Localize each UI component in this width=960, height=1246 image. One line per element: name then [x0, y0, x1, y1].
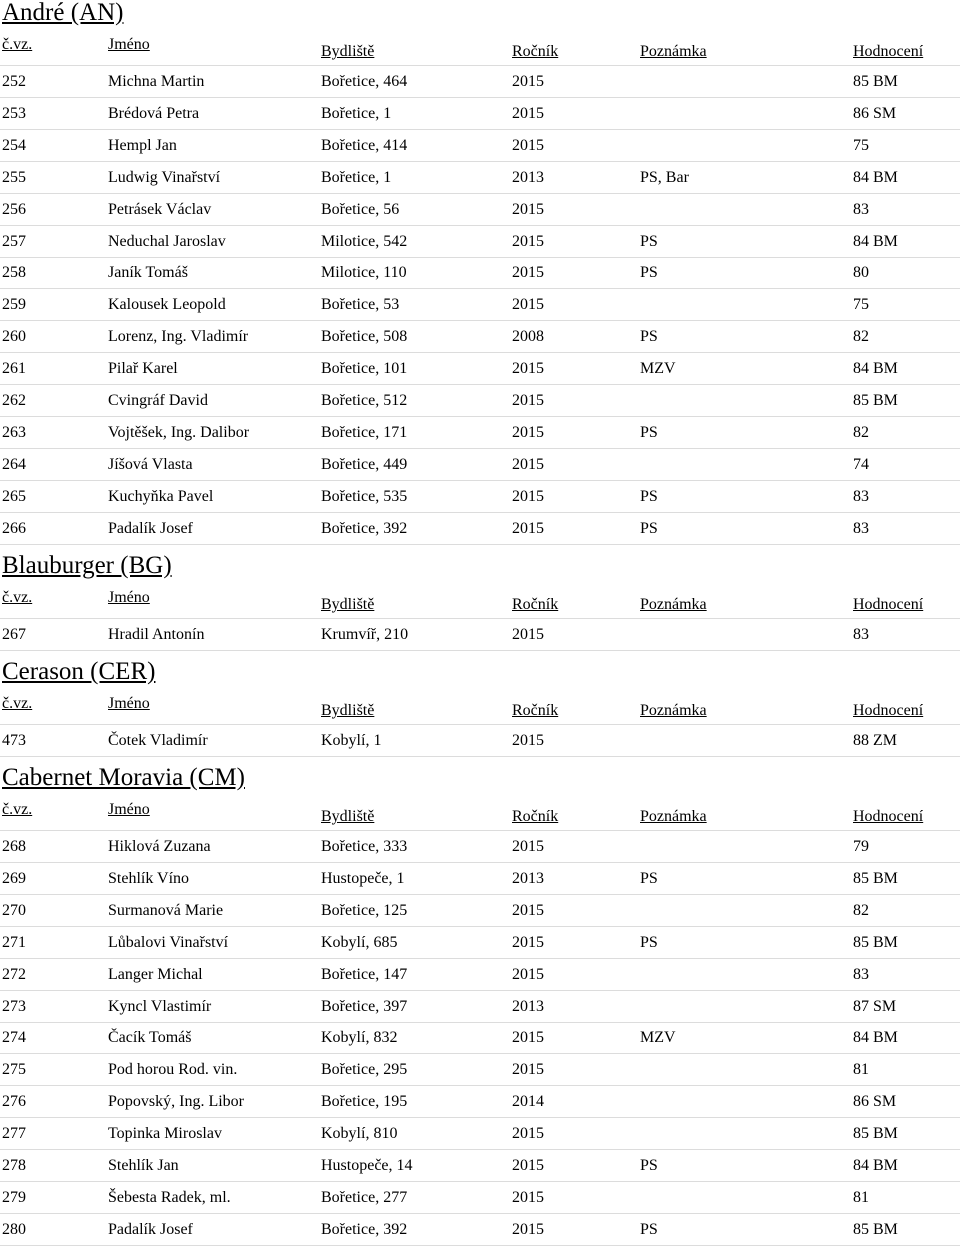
col-residence-cell: Bořetice, 101 [321, 360, 408, 378]
col-residence-cell: Kobylí, 1 [321, 732, 382, 749]
col-number-cell: 253 [2, 104, 26, 122]
col-number-cell: 255 [2, 168, 26, 186]
col-rating-cell: 85 BM [853, 1125, 898, 1143]
col-vintage-header: Ročník [512, 43, 559, 60]
col-note-cell: PS [640, 1220, 658, 1238]
col-name-header: Jméno [108, 695, 150, 712]
col-number-header: č.vz. [2, 36, 33, 53]
col-rating-cell: 85 BM [853, 1220, 898, 1238]
col-number-cell: 266 [2, 519, 26, 537]
col-rating-cell: 87 SM [853, 997, 897, 1015]
table-row [0, 725, 960, 757]
table-row [0, 959, 960, 991]
col-vintage-header: Ročník [512, 808, 559, 825]
table-row [0, 417, 960, 449]
col-vintage-cell: 2015 [512, 264, 544, 282]
col-note-cell: PS [640, 519, 658, 537]
table-row [0, 895, 960, 927]
col-residence-cell: Bořetice, 414 [321, 136, 408, 154]
col-name-cell: Kyncl Vlastimír [108, 997, 212, 1015]
col-vintage-cell: 2015 [512, 1125, 544, 1143]
col-rating-cell: 75 [853, 136, 869, 154]
table-header-row [0, 693, 960, 725]
col-name-cell: Vojtěšek, Ing. Dalibor [108, 423, 250, 441]
table-header-row [0, 34, 960, 66]
col-rating-cell: 86 SM [853, 1093, 897, 1111]
col-name-cell: Popovský, Ing. Libor [108, 1093, 244, 1111]
col-residence-cell: Kobylí, 832 [321, 1029, 398, 1047]
col-vintage-cell: 2015 [512, 901, 544, 919]
col-residence-cell: Bořetice, 53 [321, 296, 400, 314]
col-vintage-cell: 2015 [512, 519, 544, 537]
table-row [0, 162, 960, 194]
col-residence-cell: Bořetice, 333 [321, 838, 408, 855]
col-residence-cell: Bořetice, 125 [321, 901, 408, 919]
section-title: André (AN) [2, 0, 124, 26]
col-name-cell: Stehlík Jan [108, 1157, 179, 1174]
section-title: Cerason (CER) [2, 658, 156, 685]
col-name-cell: Ludwig Vinařství [108, 168, 221, 186]
col-residence-header: Bydliště [321, 702, 375, 719]
col-name-header: Jméno [108, 589, 150, 606]
col-name-cell: Padalík Josef [108, 519, 193, 537]
col-rating-cell: 83 [853, 519, 869, 537]
col-number-cell: 265 [2, 487, 26, 505]
col-number-cell: 256 [2, 200, 26, 218]
col-number-cell: 280 [2, 1220, 26, 1238]
col-number-cell: 277 [2, 1125, 26, 1143]
col-residence-cell: Bořetice, 449 [321, 455, 408, 473]
col-vintage-cell: 2008 [512, 328, 544, 346]
table-row [0, 619, 960, 651]
col-name-cell: Michna Martin [108, 73, 205, 90]
col-residence-cell: Bořetice, 1 [321, 104, 392, 122]
col-vintage-cell: 2015 [512, 104, 544, 122]
table-row [0, 257, 960, 289]
col-vintage-cell: 2014 [512, 1093, 544, 1111]
col-number-cell: 268 [2, 838, 26, 855]
col-note-header: Poznámka [640, 808, 707, 825]
col-name-cell: Pilař Karel [108, 360, 178, 378]
col-number-cell: 275 [2, 1061, 26, 1079]
col-name-cell: Čotek Vladimír [108, 732, 208, 749]
col-number-cell: 257 [2, 232, 26, 250]
col-vintage-cell: 2015 [512, 1029, 544, 1047]
col-note-cell: PS [640, 328, 658, 346]
table-row [0, 513, 960, 545]
col-number-cell: 258 [2, 264, 26, 282]
col-rating-cell: 85 BM [853, 392, 898, 409]
col-vintage-cell: 2015 [512, 626, 544, 643]
col-number-cell: 260 [2, 328, 26, 346]
col-vintage-cell: 2015 [512, 732, 544, 749]
col-number-cell: 274 [2, 1029, 26, 1047]
col-number-header: č.vz. [2, 589, 33, 606]
col-rating-cell: 81 [853, 1188, 869, 1206]
table-row [0, 831, 960, 863]
table-row [0, 1086, 960, 1118]
col-residence-cell: Bořetice, 56 [321, 200, 400, 218]
col-name-cell: Surmanová Marie [108, 901, 224, 919]
col-vintage-cell: 2015 [512, 1188, 544, 1206]
table-row [0, 385, 960, 417]
col-rating-cell: 85 BM [853, 73, 898, 90]
col-rating-cell: 83 [853, 965, 869, 983]
col-name-cell: Kalousek Leopold [108, 296, 226, 314]
col-note-cell: PS [640, 264, 658, 282]
col-number-cell: 261 [2, 360, 26, 378]
col-rating-header: Hodnocení [853, 43, 924, 60]
col-number-cell: 279 [2, 1188, 26, 1206]
table-row [0, 1022, 960, 1054]
col-name-cell: Lůbalovi Vinařství [108, 933, 229, 951]
table-row [0, 1150, 960, 1182]
table-row [0, 353, 960, 385]
col-residence-cell: Bořetice, 1 [321, 168, 392, 186]
col-name-cell: Jíšová Vlasta [108, 455, 193, 473]
table-row [0, 226, 960, 258]
table-row [0, 1214, 960, 1246]
col-note-cell: PS [640, 232, 658, 250]
col-number-header: č.vz. [2, 801, 33, 818]
col-rating-cell: 83 [853, 626, 869, 643]
col-note-cell: MZV [640, 1029, 676, 1047]
col-number-header: č.vz. [2, 695, 33, 712]
table-row [0, 1182, 960, 1214]
col-residence-cell: Bořetice, 508 [321, 328, 408, 346]
col-name-cell: Cvingráf David [108, 392, 208, 409]
col-rating-cell: 84 BM [853, 168, 898, 186]
col-name-cell: Stehlík Víno [108, 869, 190, 887]
col-residence-header: Bydliště [321, 596, 375, 613]
col-rating-cell: 83 [853, 200, 869, 218]
col-vintage-cell: 2013 [512, 168, 544, 186]
col-rating-cell: 84 BM [853, 1157, 898, 1174]
table-row [0, 321, 960, 353]
section-title: Cabernet Moravia (CM) [2, 764, 245, 791]
col-name-cell: Neduchal Jaroslav [108, 232, 226, 250]
table-header-row [0, 799, 960, 831]
col-name-cell: Langer Michal [108, 965, 203, 983]
col-residence-cell: Bořetice, 512 [321, 392, 408, 409]
col-vintage-cell: 2015 [512, 360, 544, 378]
col-vintage-cell: 2015 [512, 487, 544, 505]
col-name-cell: Padalík Josef [108, 1220, 193, 1238]
col-residence-header: Bydliště [321, 808, 375, 825]
col-residence-cell: Hustopeče, 14 [321, 1157, 413, 1174]
col-vintage-cell: 2013 [512, 869, 544, 887]
col-vintage-cell: 2015 [512, 455, 544, 473]
col-rating-cell: 88 ZM [853, 732, 897, 749]
col-note-cell: MZV [640, 360, 676, 378]
col-number-cell: 270 [2, 901, 26, 919]
col-residence-cell: Bořetice, 397 [321, 997, 408, 1015]
col-residence-cell: Bořetice, 392 [321, 519, 408, 537]
col-vintage-cell: 2015 [512, 1061, 544, 1079]
col-rating-cell: 82 [853, 423, 869, 441]
table-header-row [0, 587, 960, 619]
col-rating-cell: 79 [853, 838, 869, 855]
col-residence-header: Bydliště [321, 43, 375, 60]
col-rating-cell: 82 [853, 901, 869, 919]
col-vintage-cell: 2015 [512, 232, 544, 250]
col-vintage-cell: 2015 [512, 1157, 544, 1174]
col-number-cell: 272 [2, 965, 26, 983]
col-vintage-header: Ročník [512, 702, 559, 719]
col-residence-cell: Hustopeče, 1 [321, 869, 405, 887]
col-name-header: Jméno [108, 801, 150, 818]
col-name-cell: Čacík Tomáš [108, 1029, 192, 1047]
col-name-cell: Petrásek Václav [108, 200, 212, 218]
col-number-cell: 262 [2, 392, 26, 409]
col-rating-cell: 85 BM [853, 933, 898, 951]
col-note-cell: PS [640, 487, 658, 505]
col-note-cell: PS [640, 869, 658, 887]
col-name-cell: Kuchyňka Pavel [108, 487, 214, 505]
col-rating-cell: 80 [853, 264, 869, 282]
col-vintage-cell: 2015 [512, 838, 544, 855]
col-note-cell: PS [640, 423, 658, 441]
col-name-cell: Janík Tomáš [108, 264, 188, 282]
table-row [0, 1054, 960, 1086]
col-vintage-cell: 2015 [512, 392, 544, 409]
col-number-cell: 264 [2, 455, 26, 473]
col-vintage-cell: 2015 [512, 136, 544, 154]
col-residence-cell: Bořetice, 147 [321, 965, 408, 983]
col-note-header: Poznámka [640, 596, 707, 613]
col-name-header: Jméno [108, 36, 150, 53]
col-name-cell: Brédová Petra [108, 104, 200, 122]
col-residence-cell: Bořetice, 277 [321, 1188, 408, 1206]
col-name-cell: Hradil Antonín [108, 626, 205, 643]
col-rating-cell: 81 [853, 1061, 869, 1079]
col-residence-cell: Milotice, 542 [321, 232, 408, 250]
col-name-cell: Pod horou Rod. vin. [108, 1061, 238, 1079]
col-residence-cell: Krumvíř, 210 [321, 626, 409, 643]
col-number-cell: 259 [2, 296, 26, 314]
col-number-cell: 267 [2, 626, 26, 643]
col-residence-cell: Kobylí, 685 [321, 933, 398, 951]
col-name-cell: Lorenz, Ing. Vladimír [108, 328, 249, 346]
col-rating-header: Hodnocení [853, 702, 924, 719]
col-residence-cell: Milotice, 110 [321, 264, 407, 282]
table-row [0, 863, 960, 895]
table-row [0, 98, 960, 130]
col-rating-cell: 84 BM [853, 360, 898, 378]
table-row [0, 130, 960, 162]
col-name-cell: Šebesta Radek, ml. [108, 1188, 231, 1206]
col-note-cell: PS, Bar [640, 168, 689, 186]
col-note-cell: PS [640, 933, 658, 951]
col-residence-cell: Bořetice, 171 [321, 423, 408, 441]
table-row [0, 927, 960, 959]
col-residence-cell: Bořetice, 464 [321, 73, 408, 90]
col-rating-cell: 86 SM [853, 104, 897, 122]
col-rating-cell: 75 [853, 296, 869, 314]
col-rating-cell: 83 [853, 487, 869, 505]
col-name-cell: Hiklová Zuzana [108, 838, 211, 855]
table-row [0, 481, 960, 513]
col-number-cell: 273 [2, 997, 26, 1015]
col-rating-cell: 82 [853, 328, 869, 346]
col-number-cell: 252 [2, 73, 26, 90]
col-number-cell: 254 [2, 136, 26, 154]
col-vintage-cell: 2015 [512, 423, 544, 441]
col-rating-cell: 74 [853, 455, 869, 473]
col-note-cell: PS [640, 1157, 658, 1174]
col-number-cell: 278 [2, 1157, 26, 1174]
col-rating-cell: 84 BM [853, 232, 898, 250]
col-vintage-cell: 2015 [512, 933, 544, 951]
col-rating-cell: 84 BM [853, 1029, 898, 1047]
col-name-cell: Topinka Miroslav [108, 1125, 222, 1143]
col-rating-cell: 85 BM [853, 869, 898, 887]
table-row [0, 991, 960, 1023]
col-vintage-cell: 2015 [512, 296, 544, 314]
section-title: Blauburger (BG) [2, 552, 172, 579]
col-note-header: Poznámka [640, 702, 707, 719]
col-number-cell: 473 [2, 732, 26, 749]
col-vintage-cell: 2015 [512, 73, 544, 90]
col-vintage-cell: 2013 [512, 997, 544, 1015]
table-row [0, 449, 960, 481]
col-residence-cell: Bořetice, 392 [321, 1220, 408, 1238]
col-number-cell: 271 [2, 933, 26, 951]
col-vintage-header: Ročník [512, 596, 559, 613]
table-row [0, 194, 960, 226]
col-residence-cell: Bořetice, 195 [321, 1093, 408, 1111]
col-number-cell: 263 [2, 423, 26, 441]
col-number-cell: 276 [2, 1093, 26, 1111]
table-row [0, 66, 960, 98]
col-vintage-cell: 2015 [512, 200, 544, 218]
col-residence-cell: Bořetice, 295 [321, 1061, 408, 1079]
col-name-cell: Hempl Jan [108, 136, 177, 154]
col-vintage-cell: 2015 [512, 965, 544, 983]
col-vintage-cell: 2015 [512, 1220, 544, 1238]
table-row [0, 1118, 960, 1150]
col-number-cell: 269 [2, 869, 26, 887]
col-residence-cell: Bořetice, 535 [321, 487, 408, 505]
table-row [0, 289, 960, 321]
col-rating-header: Hodnocení [853, 596, 924, 613]
col-residence-cell: Kobylí, 810 [321, 1125, 398, 1143]
col-rating-header: Hodnocení [853, 808, 924, 825]
col-note-header: Poznámka [640, 43, 707, 60]
